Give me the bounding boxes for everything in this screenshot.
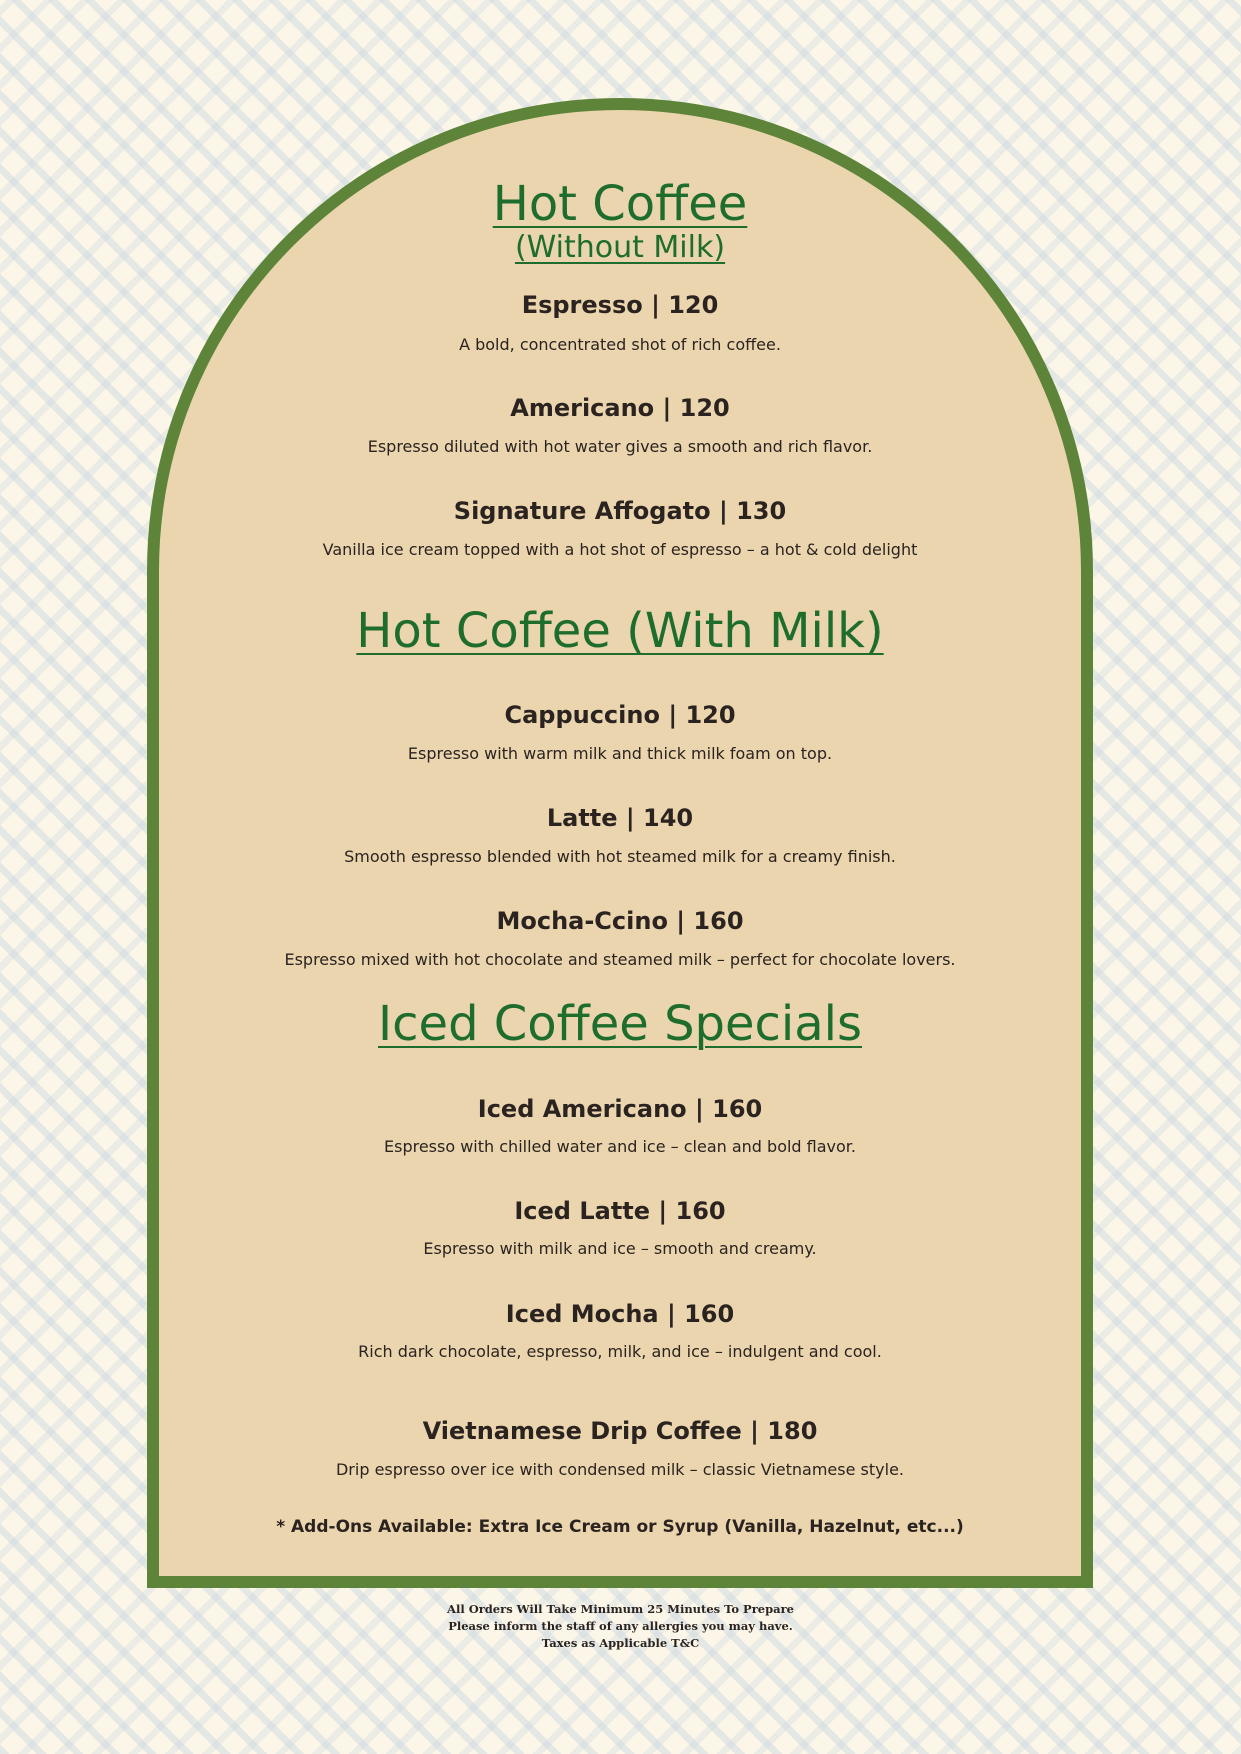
- item-desc-cappuccino: Espresso with warm milk and thick milk foam on top.: [407, 744, 833, 763]
- item-name-iced-latte: Iced Latte | 160: [514, 1197, 726, 1225]
- section-title-hot-coffee-with-milk: Hot Coffee (With Milk): [356, 603, 884, 659]
- item-name-signature-affogato: Signature Affogato | 130: [453, 497, 787, 525]
- item-desc-iced-latte: Espresso with milk and ice – smooth and creamy.: [423, 1239, 817, 1258]
- item-desc-vietnamese-drip-coffee: Drip espresso over ice with condensed milk – classic Vietnamese style.: [335, 1460, 904, 1479]
- item-name-iced-americano: Iced Americano | 160: [477, 1095, 763, 1123]
- footer-prep-time: All Orders Will Take Minimum 25 Minutes To Prepare: [447, 1602, 794, 1616]
- menu-arch-panel: [147, 98, 1093, 1588]
- item-name-mocha-ccino: Mocha-Ccino | 160: [496, 907, 744, 935]
- addons-note: * Add-Ons Available: Extra Ice Cream or Syrup (Vanilla, Hazelnut, etc...): [276, 1517, 964, 1537]
- section-title-hot-coffee: Hot Coffee: [492, 176, 748, 232]
- item-desc-latte: Smooth espresso blended with hot steamed milk for a creamy finish.: [344, 847, 896, 866]
- footer-taxes-note: Taxes as Applicable T&C: [541, 1636, 700, 1650]
- footer-notes: [0, 1601, 1241, 1652]
- item-name-latte: Latte | 140: [546, 804, 694, 832]
- section-subtitle-without-milk: (Without Milk): [514, 230, 726, 265]
- item-desc-iced-mocha: Rich dark chocolate, espresso, milk, and ice – indulgent and cool.: [358, 1342, 882, 1361]
- item-desc-espresso: A bold, concentrated shot of rich coffee.: [459, 335, 781, 354]
- item-name-cappuccino: Cappuccino | 120: [504, 701, 736, 729]
- item-name-iced-mocha: Iced Mocha | 160: [505, 1300, 735, 1328]
- item-desc-americano: Espresso diluted with hot water gives a smooth and rich flavor.: [367, 437, 873, 456]
- item-name-vietnamese-drip-coffee: Vietnamese Drip Coffee | 180: [422, 1417, 818, 1445]
- item-desc-signature-affogato: Vanilla ice cream topped with a hot shot of espresso – a hot & cold delight: [322, 540, 918, 559]
- item-desc-mocha-ccino: Espresso mixed with hot chocolate and steamed milk – perfect for chocolate lovers.: [284, 950, 956, 969]
- item-desc-iced-americano: Espresso with chilled water and ice – clean and bold flavor.: [384, 1137, 856, 1156]
- item-name-espresso: Espresso | 120: [521, 291, 719, 319]
- footer-allergy-note: Please inform the staff of any allergies you may have.: [448, 1619, 793, 1633]
- section-title-iced-coffee-specials: Iced Coffee Specials: [377, 996, 863, 1052]
- item-name-americano: Americano | 120: [510, 394, 730, 422]
